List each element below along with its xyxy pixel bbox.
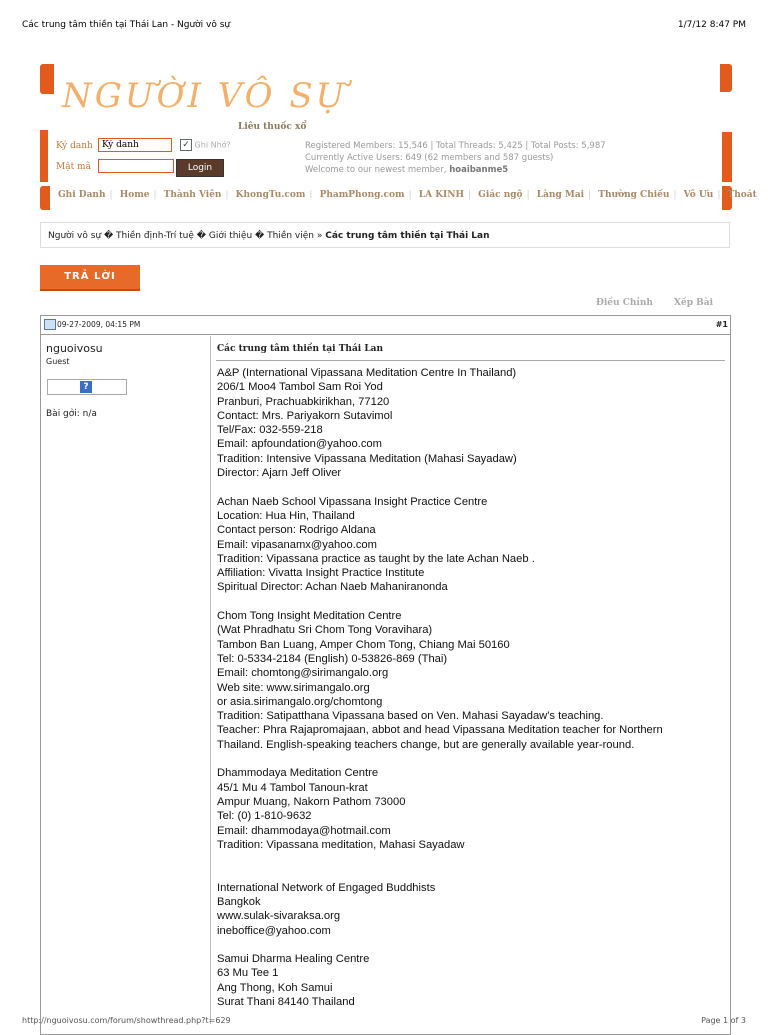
nav-item-la-kinh[interactable]: LA KINH [418,190,464,200]
nav-item-phamphong[interactable]: PhamPhong.com [319,190,405,200]
nav-item-giac-ngo[interactable]: Giác ngộ [478,190,523,200]
print-page: Page 1 of 3 [701,1016,746,1025]
login-accent-left [40,130,48,182]
post-number[interactable]: #1 [715,320,728,329]
site-logo[interactable]: NGƯỜI VÔ SỰ [62,76,348,116]
nav-item-lang-mai[interactable]: Làng Mai [536,190,585,200]
avatar-placeholder-icon: ? [80,381,92,393]
post-user-title: Guest [46,357,70,366]
forum-stats [305,140,606,176]
breadcrumb-current: Các trung tâm thiền tại Thái Lan [325,231,490,241]
header-accent-left [40,64,54,94]
newest-member-link[interactable]: hoaibanme5 [449,165,509,175]
main-nav: Ghi Danh | Home | Thành Viên | KhongTu.com | PhamPhong.com | LA KINH | Giác ngộ | Làng Mai | Thường Chiếu | Vô Ưu | Thoát [58,190,757,200]
nav-item-logout[interactable]: Thoát [727,190,757,200]
post-header [40,315,731,335]
nav-item-thuong-chieu[interactable]: Thường Chiếu [598,190,670,200]
remember-label: Ghi Nhớ? [194,140,231,150]
breadcrumb [48,231,490,241]
remember-me[interactable] [180,139,231,151]
nav-accent-left [40,186,50,210]
password-input[interactable] [98,159,174,173]
thread-tools-sort[interactable]: Xếp Bài [674,298,713,308]
print-title: Các trung tâm thiền tại Thái Lan - Người vô sự [22,20,231,30]
post-body: A&P (International Vipassana Meditation Centre In Thailand) 206/1 Moo4 Tambol Sam Roi Yod Pranburi, Prachuabkirikhan, 77120 Contact: Mrs. Pariyakorn Sutavimol Tel/Fax: 032-559-218 Email: apfoundation@yahoo.com Tradition: Intensive Vipassana Meditation (Mahasi Sayadaw) Director: Ajarn Jeff Oliver Achan Naeb School Vipassana Insight Practice Centre Location: Hua Hin, Thailand Contact person: Rodrigo Aldana Email: vipasanamx@yahoo.com Tradition: Vipassana practice as taught by the late Achan Naeb . Affiliation: Vivatta Insight Practice Institute Spiritual Director: Achan Naeb Mahaniranonda Chom Tong Insight Meditation Centre (Wat Phradhatu Sri Chom Tong Voravihara) Tambon Ban Luang, Amper Chom Tong, Chiang Mai 50160 Tel: 0-5334-2184 (English) 0-53826-869 (Thai) Email: chomtong@sirimangalo.org Web site: www.sirimangalo.org or asia.sirimangalo.org/chomtong Tradition: Satipatthana Vipassana based on Ven. Mahasi Sayadaw's teaching. Teacher: Phra Rajapromajaan, abbot and head Vipassana Meditation teacher for Northern Thailand. English-speaking teachers change, but are generally available year-round. Dhammodaya Meditation Centre 45/1 Mu 4 Tambol Tanoun-krat Ampur Muang, Nakorn Pathom 73000 Tel: (0) 1-810-9632 Email: dhammodaya@hotmail.com Tradition: Vipassana meditation, Mahasi Sayadaw International Network of Engaged Buddhists Bangkok www.sulak-sivaraksa.org ineboffice@yahoo.com Samui Dharma Healing Centre 63 Mu Tee 1 Ang Thong, Koh Samui Surat Thani 84140 Thailand [217,367,663,1009]
password-label: Mật mã [56,162,91,172]
nav-item-khongtu[interactable]: KhongTu.com [235,190,306,200]
post-title-divider [216,360,725,361]
print-datetime: 1/7/12 8:47 PM [677,20,746,30]
post-username[interactable]: nguoivosu [46,342,103,355]
print-header [22,20,746,34]
print-footer [22,1016,746,1025]
login-button[interactable]: Login [176,159,224,177]
nav-item-members[interactable]: Thành Viên [163,190,222,200]
post-date: 09-27-2009, 04:15 PM [57,320,141,329]
thread-tools-edit[interactable]: Điều Chỉnh [596,298,653,308]
site-tagline: Liêu thuốc xổ [238,122,307,132]
stats-totals: Registered Members: 15,546 | Total Threads: 5,425 | Total Posts: 5,987 [305,141,606,151]
post-column-divider [210,336,211,1024]
login-accent-right [722,132,732,182]
remember-checkbox[interactable]: ✓ [180,139,192,151]
post-count: Bài gởi: n/a [46,409,97,419]
nav-item-register[interactable]: Ghi Danh [58,190,106,200]
post-title: Các trung tâm thiền tại Thái Lan [217,344,384,354]
username-input[interactable] [98,138,172,152]
nav-item-home[interactable]: Home [119,190,150,200]
nav-item-vo-uu[interactable]: Vô Ưu [683,190,714,200]
stats-active-users: Currently Active Users: 649 (62 members and 587 guests) [305,153,554,163]
post-icon [44,319,56,330]
header-accent-right [720,64,732,92]
username-label: Ký danh [56,141,93,151]
stats-newest-member: Welcome to our newest member, hoaibanme5 [305,165,509,175]
print-url: http://nguoivosu.com/forum/showthread.php?t=629 [22,1016,231,1025]
breadcrumb-path[interactable]: Người vô sự � Thiền định-Trí tuệ � Giới thiệu � Thiền viện » [48,231,323,241]
reply-button[interactable]: TRẢ LỜI [40,265,140,289]
